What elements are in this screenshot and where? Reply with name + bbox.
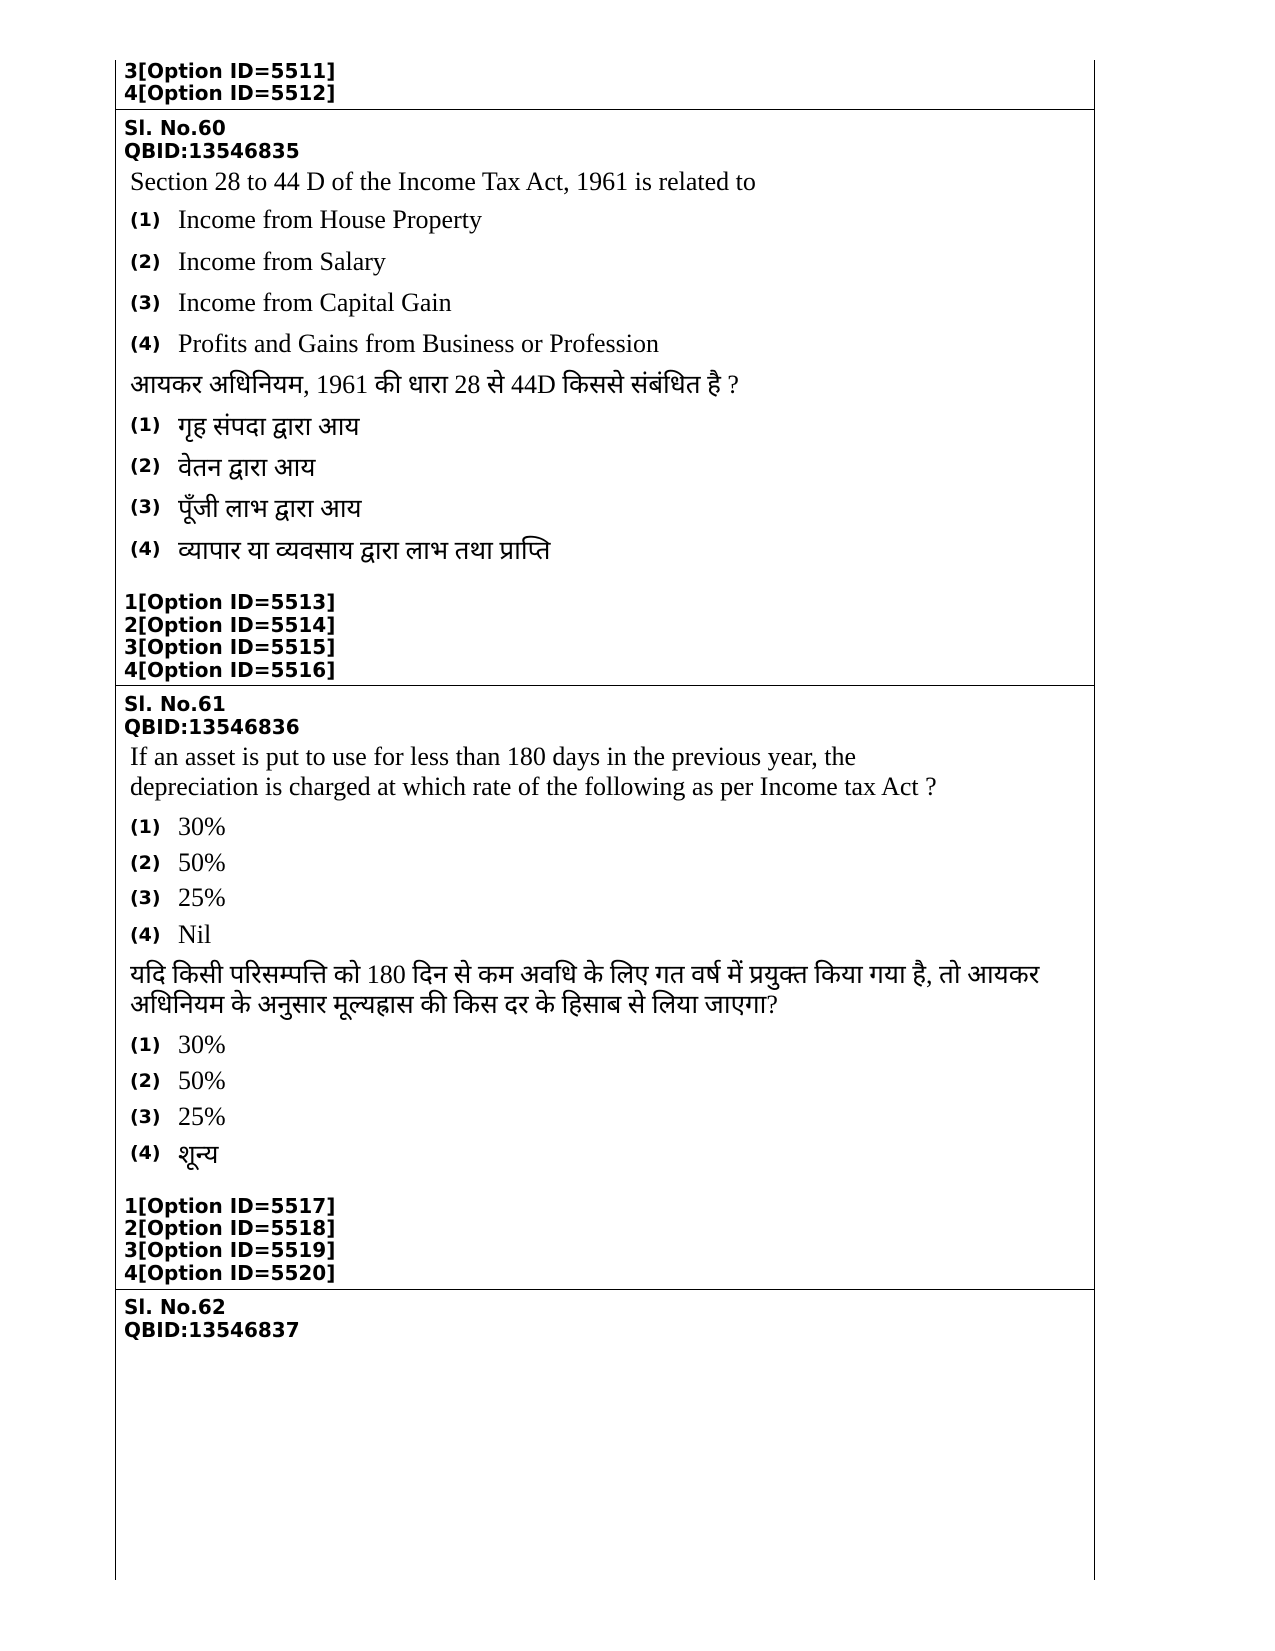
option-number: (4) (130, 538, 161, 560)
english-option-3 (130, 286, 452, 320)
option-number: (1) (130, 414, 161, 436)
question-text-hindi-line-1: यदि किसी परिसम्पत्ति को 180 दिन से कम अवधि के लिए गत वर्ष में प्रयुक्त किया गया है, तो आयकर (130, 960, 1040, 989)
option-text: Income from Capital Gain (178, 288, 452, 317)
qbid: QBID:13546836 (124, 715, 300, 739)
option-number: (3) (130, 1106, 161, 1128)
english-option-2 (130, 245, 386, 279)
option-text: वेतन द्वारा आय (178, 453, 316, 482)
section-divider (116, 109, 1094, 110)
option-text: Nil (178, 920, 212, 949)
serial-number: Sl. No.60 (124, 116, 226, 140)
english-option-4 (130, 918, 211, 952)
option-id: 3[Option ID=5515] (124, 635, 336, 659)
hindi-option-3 (130, 490, 362, 524)
option-number: (2) (130, 455, 161, 477)
question-text-english-line-2: depreciation is charged at which rate of the following as per Income tax Act ? (130, 772, 937, 801)
option-text: Income from House Property (178, 205, 482, 234)
hindi-option-1 (130, 1028, 226, 1062)
option-text: 30% (178, 1030, 226, 1059)
section-divider (116, 1289, 1094, 1290)
option-id: 2[Option ID=5518] (124, 1216, 336, 1240)
option-text: 50% (178, 1066, 226, 1095)
hindi-option-4 (130, 532, 550, 566)
hindi-option-2 (130, 449, 315, 483)
english-option-3 (130, 881, 226, 915)
option-id: 2[Option ID=5514] (124, 613, 336, 637)
hindi-option-1 (130, 408, 360, 442)
option-id: 3[Option ID=5511] (124, 59, 336, 83)
option-number: (3) (130, 292, 161, 314)
qbid: QBID:13546835 (124, 139, 300, 163)
serial-number: Sl. No.62 (124, 1295, 226, 1319)
section-divider (116, 685, 1094, 686)
option-number: (3) (130, 496, 161, 518)
option-id: 1[Option ID=5517] (124, 1194, 336, 1218)
option-id: 3[Option ID=5519] (124, 1238, 336, 1262)
question-text-english: Section 28 to 44 D of the Income Tax Act, 1961 is related to (130, 167, 756, 196)
qbid: QBID:13546837 (124, 1318, 300, 1342)
option-text: शून्य (178, 1140, 219, 1169)
question-paper-frame (115, 60, 1095, 1580)
question-text-hindi-line-2: अधिनियम के अनुसार मूल्यह्रास की किस दर के हिसाब से लिया जाएगा? (130, 990, 778, 1019)
option-id: 1[Option ID=5513] (124, 590, 336, 614)
option-number: (2) (130, 852, 161, 874)
option-number: (4) (130, 1142, 161, 1164)
option-id: 4[Option ID=5512] (124, 81, 336, 105)
option-number: (4) (130, 333, 161, 355)
hindi-option-2 (130, 1064, 226, 1098)
hindi-option-4 (130, 1136, 218, 1170)
option-text: व्यापार या व्यवसाय द्वारा लाभ तथा प्राप्ति (178, 536, 551, 565)
option-text: 30% (178, 812, 226, 841)
option-number: (1) (130, 1034, 161, 1056)
english-option-1 (130, 203, 482, 237)
option-number: (2) (130, 1070, 161, 1092)
option-number: (2) (130, 251, 161, 273)
option-text: पूँजी लाभ द्वारा आय (178, 494, 362, 523)
english-option-2 (130, 846, 226, 880)
option-id: 4[Option ID=5516] (124, 658, 336, 682)
question-text-english-line-1: If an asset is put to use for less than 180 days in the previous year, the (130, 742, 857, 771)
option-text: गृह संपदा द्वारा आय (178, 412, 360, 441)
option-number: (3) (130, 887, 161, 909)
option-text: 50% (178, 848, 226, 877)
hindi-option-3 (130, 1100, 226, 1134)
option-text: 25% (178, 883, 226, 912)
english-option-4 (130, 327, 659, 361)
option-number: (1) (130, 209, 161, 231)
english-option-1 (130, 810, 226, 844)
question-text-hindi: आयकर अधिनियम, 1961 की धारा 28 से 44D किससे संबंधित है ? (130, 370, 739, 399)
option-number: (1) (130, 816, 161, 838)
option-text: 25% (178, 1102, 226, 1131)
option-id: 4[Option ID=5520] (124, 1261, 336, 1285)
serial-number: Sl. No.61 (124, 692, 226, 716)
option-text: Income from Salary (178, 247, 386, 276)
option-number: (4) (130, 924, 161, 946)
option-text: Profits and Gains from Business or Profession (178, 329, 659, 358)
